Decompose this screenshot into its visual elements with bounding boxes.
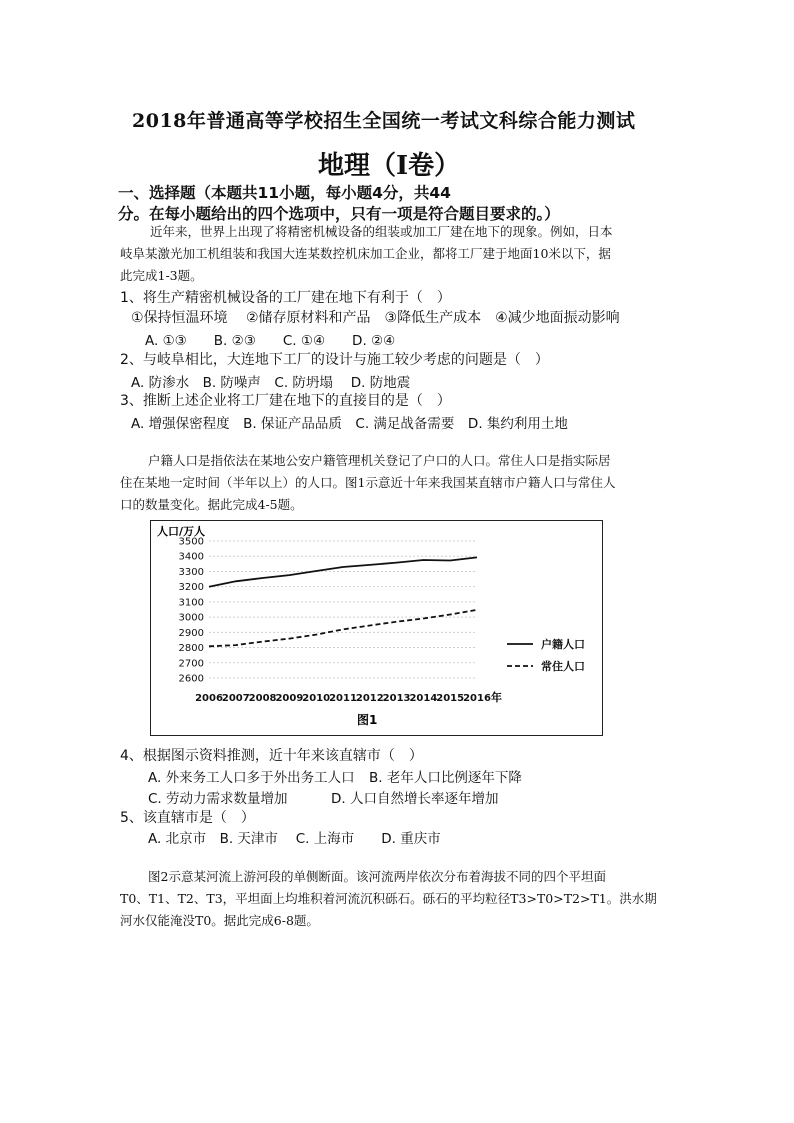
y-tick-label: 3500	[178, 536, 204, 548]
y-tick-label: 3300	[178, 566, 204, 578]
passage2-line2: 住在某地一定时间（半年以上）的人口。图1示意近十年来我国某直辖市户籍人口与常住人	[120, 475, 616, 490]
q4-option-a: A. 外来务工人口多于外出务工人口	[148, 770, 355, 786]
q4-option-d: D. 人口自然增长率逐年增加	[331, 791, 499, 807]
x-tick-label: 2015	[436, 693, 465, 704]
passage3-line3: 河水仅能淹没T0。据此完成6-8题。	[120, 913, 319, 928]
q4-option-b: B. 老年人口比例逐年下降	[369, 770, 522, 786]
q1-items: ①保持恒温环境 ②储存原材料和产品 ③降低生产成本 ④减少地面振动影响	[131, 310, 620, 326]
x-tick-label: 2010	[302, 693, 331, 704]
exam-title: 2018年普通高等学校招生全国统一考试文科综合能力测试	[132, 110, 636, 132]
y-tick-label: 3200	[178, 582, 204, 594]
y-tick-label: 3100	[178, 597, 204, 609]
figure1-chart	[150, 520, 603, 736]
q5-options: A. 北京市 B. 天津市 C. 上海市 D. 重庆市	[148, 831, 441, 847]
figure-caption: 图1	[357, 713, 378, 727]
passage3-line2: T0、T1、T2、T3，平坦面上均堆积着河流沉积砾石。砾石的平均粒径T3>T0>T2>T1。洪水期	[120, 891, 657, 906]
x-tick-label: 2009	[275, 693, 304, 704]
legend-label-1: 户籍人口	[541, 638, 585, 651]
x-tick-label: 2013	[382, 693, 411, 704]
legend-label-2: 常住人口	[541, 660, 585, 673]
q4-option-c: C. 劳动力需求数量增加	[148, 791, 288, 807]
x-tick-label: 2011	[329, 693, 357, 704]
passage1-line3: 此完成1-3题。	[120, 268, 203, 283]
section-heading-line1: 一、选择题（本题共11小题，每小题4分，共44	[118, 184, 451, 202]
y-tick-label: 2600	[178, 673, 204, 685]
y-tick-label: 2800	[178, 643, 204, 655]
exam-subtitle: 地理（Ⅰ卷）	[318, 151, 461, 181]
q3-stem: 3、推断上述企业将工厂建在地下的直接目的是（ ）	[120, 393, 451, 409]
y-tick-label: 2900	[178, 627, 204, 639]
population-line-chart	[151, 521, 602, 735]
series-line-1	[209, 557, 477, 586]
q4-stem: 4、根据图示资料推测，近十年来该直辖市（ ）	[120, 748, 423, 764]
q1-options: A. ①③ B. ②③ C. ①④ D. ②④	[145, 333, 396, 349]
passage2-line1: 户籍人口是指依法在某地公安户籍管理机关登记了户口的人口。常住人口是指实际居	[148, 453, 611, 468]
passage2-line3: 口的数量变化。据此完成4-5题。	[120, 497, 303, 512]
y-axis-label: 人口/万人	[157, 525, 206, 538]
section-heading-line2: 分。在每小题给出的四个选项中，只有一项是符合题目要求的。）	[118, 205, 560, 223]
x-tick-label: 2007	[221, 693, 250, 704]
y-tick-label: 3400	[178, 551, 204, 563]
y-tick-label: 3000	[178, 612, 204, 624]
y-tick-label: 2700	[178, 658, 204, 670]
passage1-line2: 岐阜某激光加工机组装和我国大连某数控机床加工企业，都将工厂建于地面10米以下，据	[120, 246, 611, 261]
q2-options: A. 防渗水 B. 防噪声 C. 防坍塌 D. 防地震	[131, 375, 411, 391]
x-axis-label: 年	[491, 691, 502, 704]
x-tick-label: 2006	[195, 693, 223, 704]
q1-stem: 1、将生产精密机械设备的工厂建在地下有利于（ ）	[120, 290, 451, 306]
x-tick-label: 2014	[409, 693, 438, 704]
q3-options: A. 增强保密程度 B. 保证产品品质 C. 满足战备需要 D. 集约利用土地	[131, 416, 568, 432]
q5-stem: 5、该直辖市是（ ）	[120, 810, 255, 826]
x-tick-label: 2016	[463, 693, 491, 704]
passage3-line1: 图2示意某河流上游河段的单侧断面。该河流两岸依次分布着海拔不同的四个平坦面	[148, 869, 606, 884]
x-tick-label: 2008	[248, 693, 277, 704]
x-tick-label: 2012	[355, 693, 384, 704]
passage1-line1: 近年来，世界上出现了将精密机械设备的组装或加工厂建在地下的现象。例如，日本	[150, 224, 613, 239]
series-line-2	[209, 610, 477, 647]
q2-stem: 2、与岐阜相比，大连地下工厂的设计与施工较少考虑的问题是（ ）	[120, 352, 549, 368]
